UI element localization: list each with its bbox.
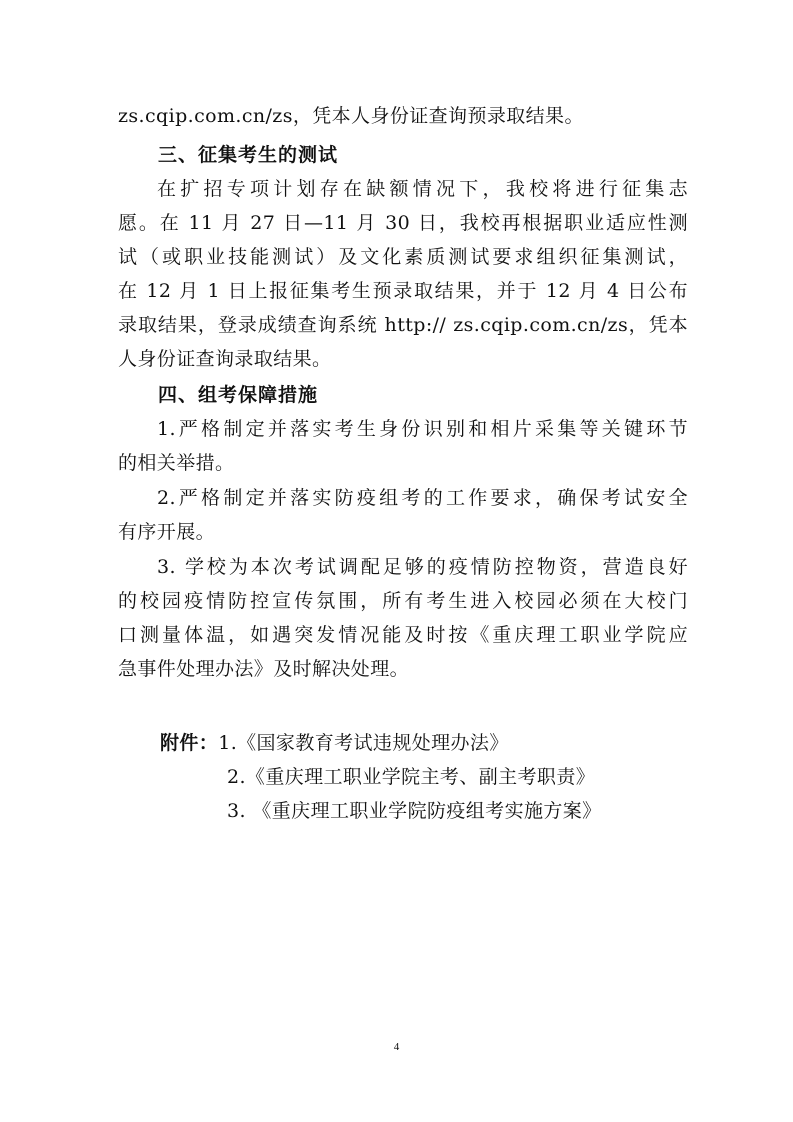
list-item-line: 急事件处理办法》及时解决处理。 — [118, 658, 410, 680]
list-item-line: 有序开展。 — [118, 521, 216, 543]
attachment-item: 1.《国家教育考试违规处理办法》 — [218, 732, 509, 754]
body-text-line: 试（或职业技能测试）及文化素质测试要求组织征集测试， — [118, 246, 688, 268]
list-item-line: 3. 学校为本次考试调配足够的疫情防控物资，营造良好 — [157, 556, 688, 578]
list-item-line: 1.严格制定并落实考生身份识别和相片采集等关键环节 — [157, 418, 688, 440]
body-text-line: 在 12 月 1 日上报征集考生预录取结果，并于 12 月 4 日公布 — [118, 280, 688, 302]
list-item-line: 的校园疫情防控宣传氛围，所有考生进入校园必须在大校门 — [118, 590, 688, 612]
section-heading-3: 三、征集考生的测试 — [158, 144, 339, 166]
attachments-row-1 — [160, 728, 509, 758]
attachment-item: 2.《重庆理工职业学院主考、副主考职责》 — [227, 766, 596, 788]
list-item-line: 口测量体温，如遇突发情况能及时按《重庆理工职业学院应 — [118, 624, 688, 646]
list-item-line: 2.严格制定并落实防疫组考的工作要求，确保考试安全 — [157, 487, 688, 509]
body-text-line: 录取结果，登录成绩查询系统 http:// zs.cqip.com.cn/zs，凭本 — [118, 314, 688, 336]
attachments-label: 附件： — [160, 732, 219, 754]
body-text-line: 在扩招专项计划存在缺额情况下，我校将进行征集志 — [157, 178, 688, 200]
section-heading-4: 四、组考保障措施 — [158, 384, 319, 406]
body-text-line: 愿。在 11 月 27 日—11 月 30 日，我校再根据职业适应性测 — [118, 212, 688, 234]
body-text-line: zs.cqip.com.cn/zs，凭本人身份证查询预录取结果。 — [118, 105, 584, 127]
list-item-line: 的相关举措。 — [118, 452, 235, 474]
page-number: 4 — [393, 1041, 400, 1053]
body-text-line: 人身份证查询录取结果。 — [118, 348, 332, 370]
attachment-item: 3. 《重庆理工职业学院防疫组考实施方案》 — [227, 800, 602, 822]
